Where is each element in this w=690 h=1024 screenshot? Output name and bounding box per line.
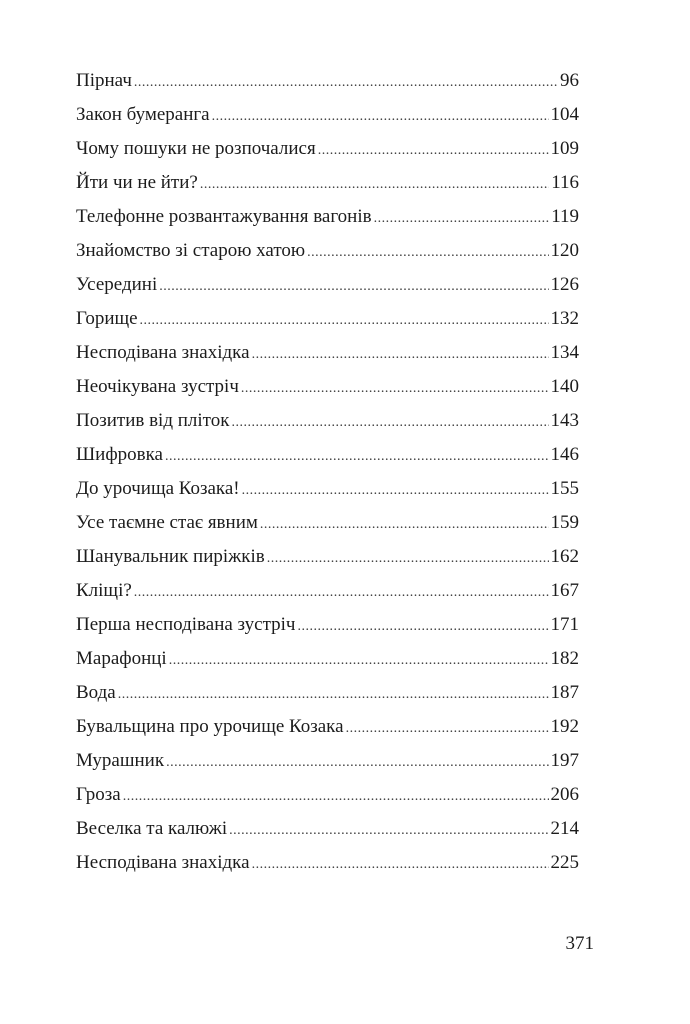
toc-dot-leader: [297, 610, 548, 644]
toc-dot-leader: [159, 270, 548, 304]
toc-entry-title: Шанувальник пиріжків: [76, 546, 265, 567]
toc-entry-title: Неочікувана зустріч: [76, 376, 239, 397]
toc-dot-leader: [134, 66, 558, 100]
toc-dot-leader: [165, 440, 549, 474]
toc-dot-leader: [166, 746, 548, 780]
toc-entry-page: 197: [550, 750, 579, 771]
toc-entry[interactable]: [76, 200, 579, 234]
toc-dot-leader: [134, 576, 549, 610]
toc-entry[interactable]: [76, 506, 579, 540]
toc-dot-leader: [318, 134, 549, 168]
toc-entry[interactable]: [76, 778, 579, 812]
toc-entry-title: Позитив від пліток: [76, 410, 230, 431]
toc-entry[interactable]: [76, 812, 579, 846]
toc-entry-title: До урочища Козака!: [76, 478, 240, 499]
toc-entry-page: 155: [550, 478, 579, 499]
toc-entry-page: 120: [550, 240, 579, 261]
toc-entry[interactable]: [76, 676, 579, 710]
toc-entry[interactable]: [76, 370, 579, 404]
toc-entry-page: 104: [550, 104, 579, 125]
toc-dot-leader: [267, 542, 549, 576]
table-of-contents: [76, 64, 579, 880]
toc-dot-leader: [231, 406, 548, 440]
page-number: 371: [565, 933, 594, 954]
toc-dot-leader: [252, 338, 549, 372]
toc-entry-page: 146: [550, 444, 579, 465]
toc-entry[interactable]: [76, 608, 579, 642]
toc-entry[interactable]: [76, 574, 579, 608]
toc-dot-leader: [118, 678, 549, 712]
toc-entry-title: Кліщі?: [76, 580, 132, 601]
toc-entry[interactable]: [76, 302, 579, 336]
toc-entry[interactable]: [76, 268, 579, 302]
toc-entry[interactable]: [76, 642, 579, 676]
toc-dot-leader: [374, 202, 550, 236]
toc-entry-title: Пірнач: [76, 70, 132, 91]
toc-entry[interactable]: [76, 166, 579, 200]
toc-entry-page: 192: [550, 716, 579, 737]
toc-entry-title: Марафонці: [76, 648, 167, 669]
toc-entry-title: Чому пошуки не розпочалися: [76, 138, 316, 159]
toc-entry-page: 206: [550, 784, 579, 805]
toc-dot-leader: [140, 304, 549, 338]
toc-entry[interactable]: [76, 744, 579, 778]
toc-entry-page: 187: [550, 682, 579, 703]
toc-dot-leader: [260, 508, 549, 542]
toc-entry-title: Перша несподівана зустріч: [76, 614, 296, 635]
toc-entry-page: 126: [550, 274, 579, 295]
toc-entry-title: Гроза: [76, 784, 121, 805]
toc-entry-title: Веселка та калюжі: [76, 818, 228, 839]
toc-entry[interactable]: [76, 438, 579, 472]
toc-entry[interactable]: [76, 472, 579, 506]
toc-entry-page: 167: [550, 580, 579, 601]
toc-entry[interactable]: [76, 98, 579, 132]
toc-entry-title: Йти чи не йти?: [76, 172, 198, 193]
toc-entry-page: 140: [550, 376, 579, 397]
toc-entry[interactable]: [76, 64, 579, 98]
toc-entry-page: 109: [550, 138, 579, 159]
toc-dot-leader: [229, 814, 548, 848]
toc-entry-title: Усередині: [76, 274, 158, 295]
toc-dot-leader: [123, 780, 549, 814]
toc-dot-leader: [307, 236, 548, 270]
toc-dot-leader: [252, 848, 549, 882]
toc-entry-page: 214: [550, 818, 579, 839]
toc-entry-title: Бувальщина про урочище Козака: [76, 716, 344, 737]
toc-entry-title: Мурашник: [76, 750, 165, 771]
toc-entry-title: Закон бумеранга: [76, 104, 210, 125]
toc-entry-title: Вода: [76, 682, 116, 703]
toc-dot-leader: [241, 372, 549, 406]
toc-entry-title: Несподівана знахідка: [76, 342, 250, 363]
toc-entry[interactable]: [76, 404, 579, 438]
toc-entry-title: Усе таємне стає явним: [76, 512, 258, 533]
toc-entry-title: Знайомство зі старою хатою: [76, 240, 306, 261]
toc-entry[interactable]: [76, 132, 579, 166]
toc-entry-page: 134: [550, 342, 579, 363]
toc-entry-page: 171: [550, 614, 579, 635]
toc-dot-leader: [346, 712, 549, 746]
toc-dot-leader: [169, 644, 549, 678]
toc-entry-page: 116: [551, 172, 579, 193]
toc-entry-title: Шифровка: [76, 444, 163, 465]
toc-entry[interactable]: [76, 336, 579, 370]
toc-entry[interactable]: [76, 846, 579, 880]
toc-dot-leader: [242, 474, 549, 508]
toc-entry-page: 119: [551, 206, 579, 227]
toc-entry-title: Несподівана знахідка: [76, 852, 250, 873]
toc-entry-page: 162: [550, 546, 579, 567]
toc-entry-page: 132: [550, 308, 579, 329]
toc-entry-page: 96: [560, 70, 579, 91]
toc-entry-page: 225: [550, 852, 579, 873]
toc-entry-page: 182: [550, 648, 579, 669]
toc-entry[interactable]: [76, 710, 579, 744]
toc-dot-leader: [200, 168, 549, 202]
toc-entry-title: Горище: [76, 308, 138, 329]
toc-entry-page: 159: [550, 512, 579, 533]
toc-entry-title: Телефонне розвантажування вагонів: [76, 206, 372, 227]
toc-entry[interactable]: [76, 540, 579, 574]
toc-dot-leader: [212, 100, 549, 134]
toc-entry-page: 143: [550, 410, 579, 431]
toc-entry[interactable]: [76, 234, 579, 268]
